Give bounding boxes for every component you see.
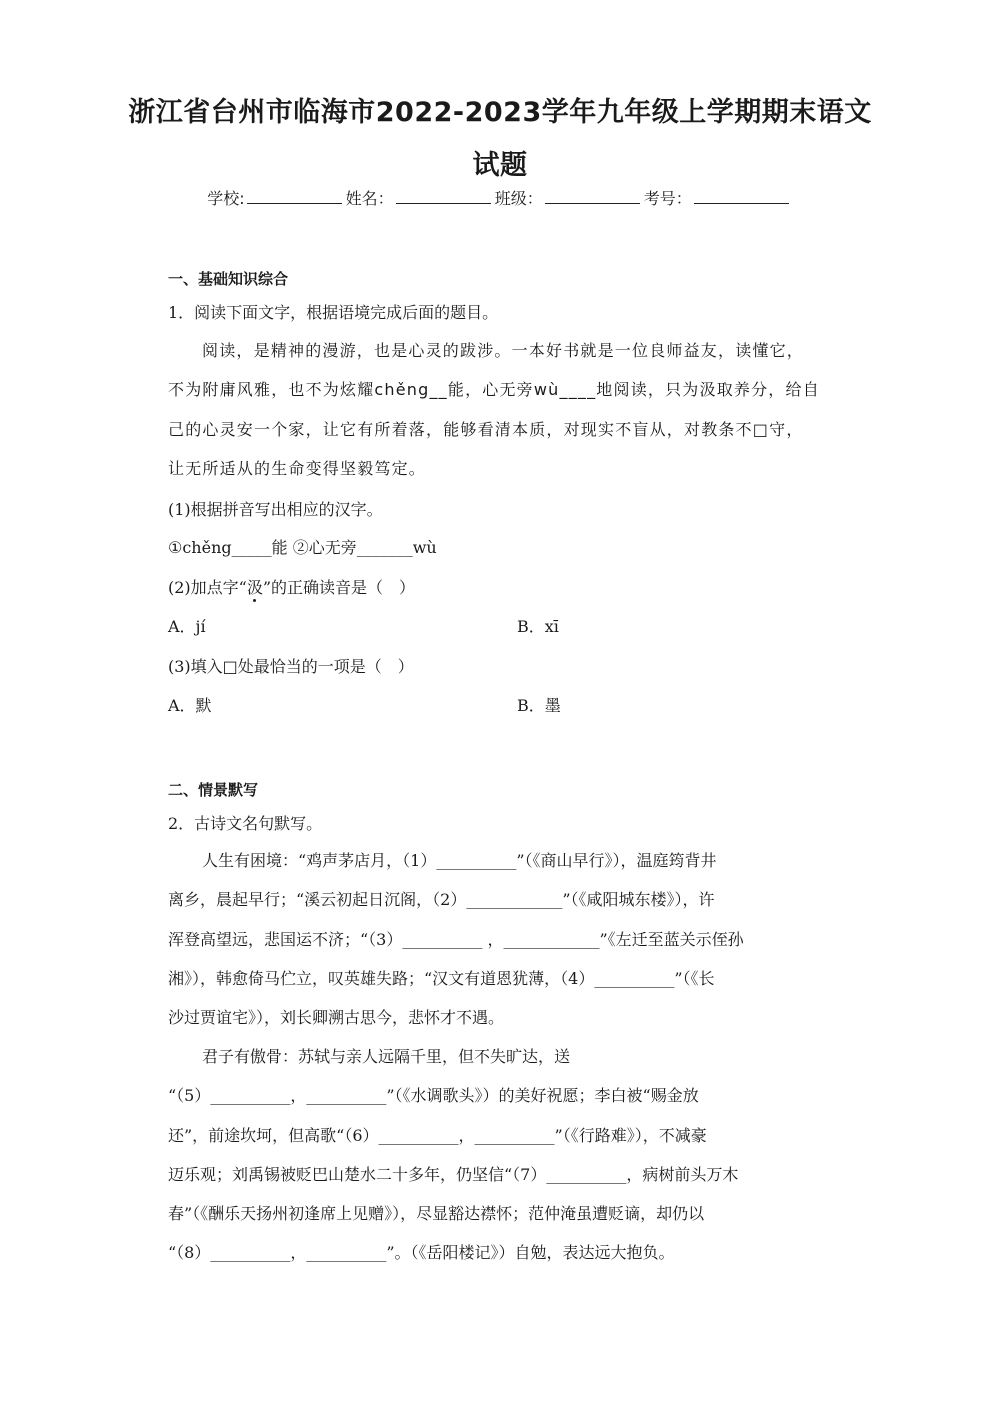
q2-para2-line: “（8）__________，__________”。（《岳阳楼记》）自勉，表达远大抱负。 [168,1243,675,1263]
q2-para1-line: 离乡，晨起早行；“溪云初起日沉阁，（2）____________”（《咸阳城东楼》），许 [168,890,715,910]
q2-para2-line: “（5）__________，__________”（《水调歌头》）的美好祝愿；李白被“赐金放 [168,1086,699,1106]
q1-sub3-option-b: B．墨 [517,696,561,715]
number-label: 考号： [643,189,692,208]
q1-sub2-dotted-char: 汲 [246,578,263,597]
class-blank [545,189,640,204]
q2-paragraph-2 [168,1037,832,1273]
passage-line: 己的心灵安一个家，让它有所着落，能够看清本质，对现实不盲从，对教条不□守， [168,419,804,439]
q2-para2-line: 春”（《酬乐天扬州初逢席上见赠》），尽显豁达襟怀；范仲淹虽遭贬谪，却仍以 [168,1204,705,1224]
section2-heading: 二、情景默写 [168,781,259,799]
q2-para1-line: 人生有困境：“鸡声茅店月，（1）__________”（《商山早行》），温庭筠背井 [202,851,717,870]
q1-sub2-option-a: A．jí [168,617,206,636]
name-label: 姓名： [345,189,394,208]
q1-sub2-option-b: B．xī [517,617,559,636]
q2-para2-line: 君子有傲骨：苏轼与亲人远隔千里，但不失旷达，送 [202,1047,571,1066]
q1-sub2 [168,575,415,598]
q2-para2-line: 还”，前途坎坷，但高歌“（6）__________，__________”（《行路难》），不减豪 [168,1125,707,1145]
q2-para1-line: 浑登高望远，悲国运不济；“（3）__________ ，____________”《左迁至蓝关示侄孙 [168,929,744,949]
q1-sub2-pre: (2)加点字“ [168,578,247,597]
q1-sub3-option-a: A．默 [168,696,212,715]
q1-sub1-items: ①chěng_____能 ②心无旁_______wù [168,538,437,557]
class-label: 班级： [494,189,543,208]
student-info-line [0,186,1000,209]
section1-heading: 一、基础知识综合 [168,270,289,288]
passage-line: 让无所适从的生命变得坚毅笃定。 [168,458,427,478]
q2-paragraph-1 [168,841,832,1037]
q1-sub2-post: ”的正确读音是（ ） [262,578,416,597]
q1-sub1: (1)根据拼音写出相应的汉字。 [168,500,383,519]
exam-title-line1: 浙江省台州市临海市2022-2023学年九年级上学期期末语文 [128,97,872,128]
q1-stem: 1．阅读下面文字，根据语境完成后面的题目。 [168,303,499,322]
school-blank [247,189,342,204]
passage-line: 不为附庸风雅，也不为炫耀chěng__能，心无旁wù____地阅读，只为汲取养分，给自 [168,380,820,400]
passage-line: 阅读，是精神的漫游，也是心灵的跋涉。一本好书就是一位良师益友，读懂它， [202,341,805,360]
exam-title-line2: 试题 [472,150,528,181]
q1-sub3: (3)填入□处最恰当的一项是（ ） [168,657,414,676]
name-blank [396,189,491,204]
q2-para2-line: 迈乐观；刘禹锡被贬巴山楚水二十多年，仍坚信“（7）__________，病树前头万木 [168,1164,739,1184]
q2-para1-line: 沙过贾谊宅》），刘长卿溯古思今，悲怀才不遇。 [168,1008,505,1028]
number-blank [694,189,789,204]
q2-para1-line: 湘》），韩愈倚马伫立，叹英雄失路；“汉文有道恩犹薄，（4）__________”（《长 [168,968,715,988]
q2-stem: 2．古诗文名句默写。 [168,814,323,833]
q1-passage [168,331,832,488]
school-label: 学校: [207,189,245,208]
